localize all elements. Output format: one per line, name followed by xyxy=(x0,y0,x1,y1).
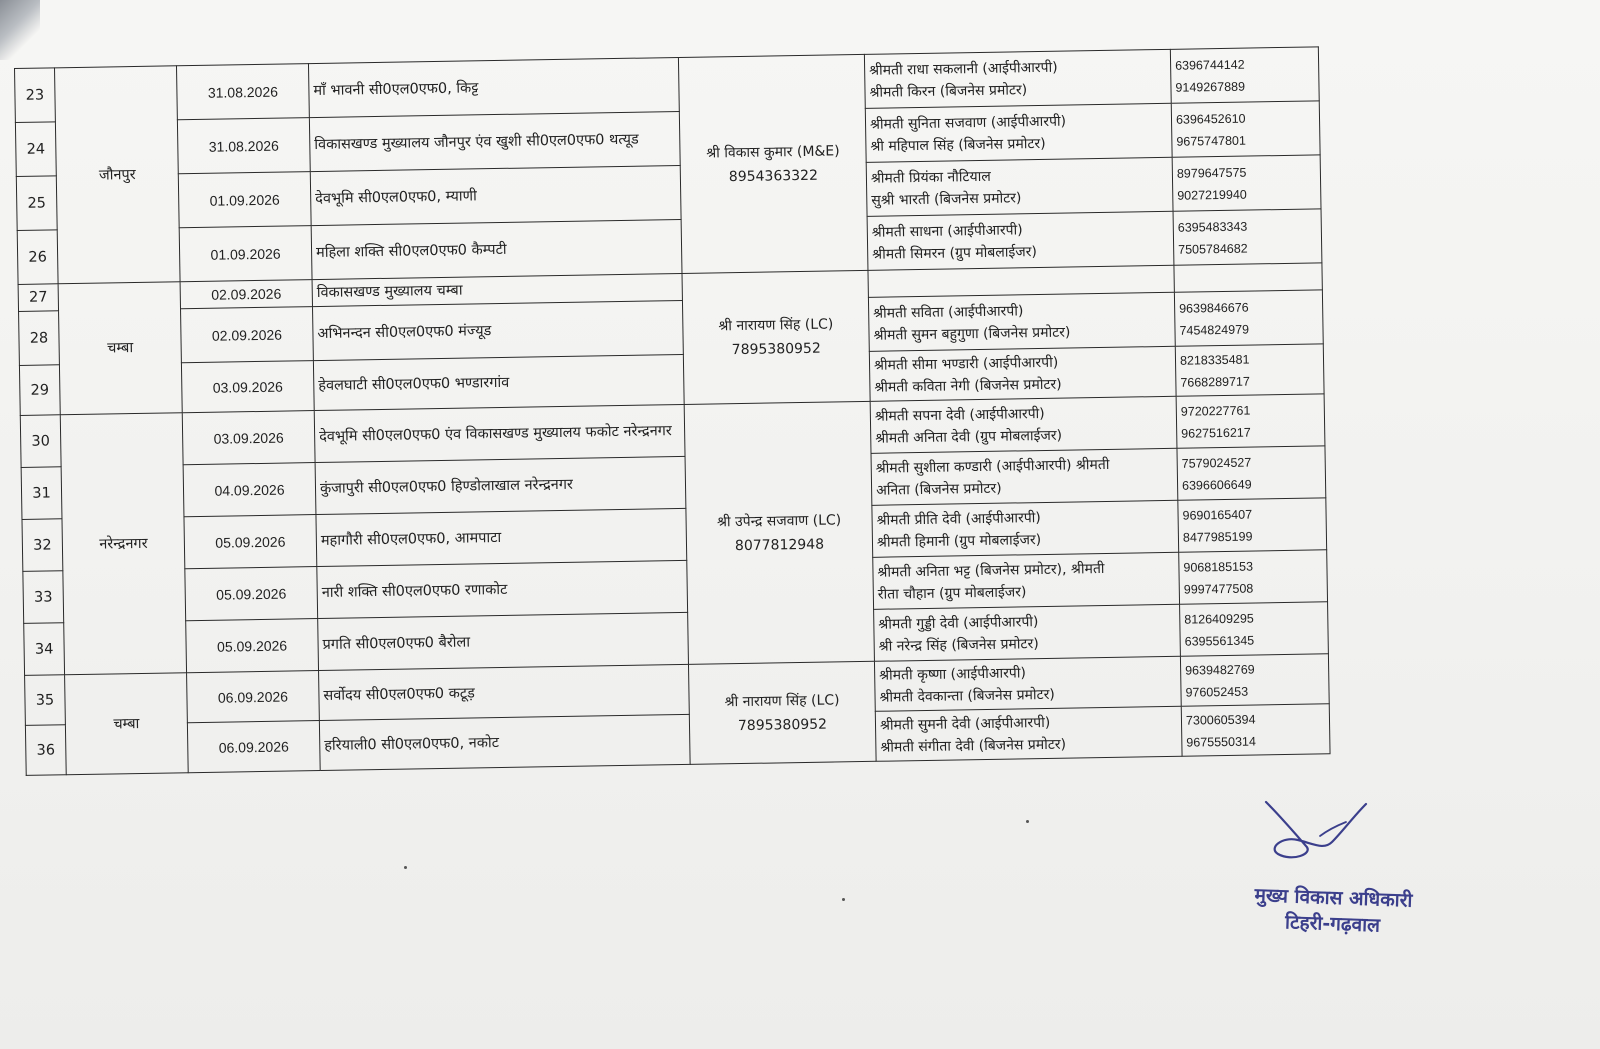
staff-name: श्रीमती सुनिता सजवाण (आईपीआरपी) xyxy=(869,113,1067,133)
staff-cell xyxy=(875,706,1182,761)
phone-cell xyxy=(1178,498,1327,552)
staff-name: श्री नरेन्द्र सिंह (बिजनेस प्रमोटर) xyxy=(878,635,1039,655)
serial-number: 26 xyxy=(17,230,58,285)
visit-date: 01.09.2026 xyxy=(179,226,312,282)
serial-number: 32 xyxy=(22,519,63,572)
serial-number: 30 xyxy=(20,415,61,468)
staff-phone: 9675747801 xyxy=(1176,133,1247,149)
staff-cell xyxy=(865,103,1172,162)
phone-cell xyxy=(1174,290,1323,346)
officer-name: श्री नारायण सिंह (LC) xyxy=(718,316,834,335)
serial-number: 35 xyxy=(25,675,66,726)
clf-name-text: विकासखण्ड मुख्यालय जौनपुर एंव खुशी सी0एल0एफ0 थत्यूड xyxy=(314,131,639,153)
staff-phone: 6396452610 xyxy=(1175,111,1246,127)
visit-date: 06.09.2026 xyxy=(187,671,320,723)
official-stamp xyxy=(1227,881,1439,940)
staff-phone: 6396606649 xyxy=(1181,477,1252,493)
staff-phone: 8979647575 xyxy=(1176,165,1247,181)
officer-phone: 8077812948 xyxy=(734,536,825,554)
visit-date: 03.09.2026 xyxy=(182,411,315,465)
phone-cell xyxy=(1175,344,1324,396)
visit-date: 31.08.2026 xyxy=(177,118,310,174)
staff-cell xyxy=(866,157,1173,216)
block-name: चम्बा xyxy=(58,282,182,415)
staff-name: श्रीमती कविता नेगी (बिजनेस प्रमोटर) xyxy=(874,376,1062,396)
clf-name: नारी शक्ति सी0एल0एफ0 रणाकोट xyxy=(317,560,688,618)
staff-cell xyxy=(874,656,1181,711)
handwritten-signature xyxy=(1262,796,1372,866)
paper-speck xyxy=(842,898,845,901)
staff-name: श्रीमती सुशीला कण्डारी (आईपीआरपी) श्रीमती xyxy=(875,456,1110,477)
clf-name xyxy=(314,404,685,462)
staff-name: श्रीमती देवकान्ता (बिजनेस प्रमोटर) xyxy=(879,686,1055,706)
staff-phone: 9627516217 xyxy=(1181,425,1251,441)
staff-name: श्रीमती कृष्णा (आईपीआरपी) xyxy=(879,664,1027,684)
staff-name: श्रीमती अनिता भट्ट (बिजनेस प्रमोटर), श्रीमती xyxy=(877,560,1105,581)
signature-drawing xyxy=(1262,796,1372,866)
staff-name: अनिता (बिजनेस प्रमोटर) xyxy=(875,480,1002,499)
staff-name: श्रीमती सिमरन (ग्रुप मोबलाईजर) xyxy=(872,243,1038,263)
staff-phone: 6396744142 xyxy=(1174,57,1245,73)
officer-cell xyxy=(684,401,874,664)
staff-phone: 7300605394 xyxy=(1185,712,1256,728)
clf-name: प्रगति सी0एल0एफ0 बैरोला xyxy=(318,612,689,670)
staff-phone: 8126409295 xyxy=(1184,611,1254,627)
staff-phone: 9675550314 xyxy=(1186,734,1256,750)
phone-cell xyxy=(1177,446,1326,500)
block-name: नरेन्द्रनगर xyxy=(60,413,186,675)
staff-phone: 7579024527 xyxy=(1181,455,1252,471)
phone-cell xyxy=(1180,654,1329,706)
staff-phone: 7505784682 xyxy=(1178,241,1248,257)
staff-cell xyxy=(871,448,1178,505)
phone-cell xyxy=(1179,550,1328,604)
officer-name: श्री विकास कुमार (M&E) xyxy=(706,142,840,162)
officer-cell xyxy=(678,54,868,273)
schedule-table-container xyxy=(14,46,1376,776)
staff-name: श्रीमती सुमनी देवी (आईपीआरपी) xyxy=(879,714,1051,734)
serial-number: 28 xyxy=(19,311,60,366)
staff-name: श्रीमती संगीता देवी (बिजनेस प्रमोटर) xyxy=(880,736,1067,756)
clf-name: हरियाली0 सी0एल0एफ0, नकोट xyxy=(319,714,690,770)
staff-phone: 9068185153 xyxy=(1183,559,1254,575)
staff-phone: 9639846676 xyxy=(1179,300,1249,316)
officer-phone: 7895380952 xyxy=(737,716,828,734)
serial-number: 23 xyxy=(15,68,56,123)
staff-phone: 9690165407 xyxy=(1182,507,1253,523)
serial-number: 34 xyxy=(24,623,65,676)
clf-name: सर्वोदय सी0एल0एफ0 कटूड़ xyxy=(319,664,690,720)
officer-name: श्री उपेन्द्र सजवाण (LC) xyxy=(716,511,842,530)
clf-name: कुंजापुरी सी0एल0एफ0 हिण्डोलाखाल नरेन्द्रनगर xyxy=(315,456,686,514)
staff-cell xyxy=(872,500,1179,557)
phone-cell xyxy=(1172,155,1321,211)
clf-name: हेवलघाटी सी0एल0एफ0 भण्डारगांव xyxy=(313,354,684,410)
stamp-place: टिहरी-गढ़वाल xyxy=(1284,911,1381,937)
staff-name: श्रीमती गुड्डी देवी (आईपीआरपी) xyxy=(878,613,1039,633)
visit-date: 31.08.2026 xyxy=(176,64,309,120)
serial-number: 31 xyxy=(21,467,62,520)
clf-name: अभिनन्दन सी0एल0एफ0 मंज्यूड xyxy=(312,300,683,360)
visit-date: 01.09.2026 xyxy=(178,172,311,228)
staff-phone: 9027219940 xyxy=(1177,187,1247,203)
clf-name: विकासखण्ड मुख्यालय चम्बा xyxy=(312,273,682,306)
clf-name: महिला शक्ति सी0एल0एफ0 कैम्पटी xyxy=(311,219,682,279)
staff-name: श्री महिपाल सिंह (बिजनेस प्रमोटर) xyxy=(870,135,1046,155)
staff-cell xyxy=(874,604,1181,661)
visit-date: 02.09.2026 xyxy=(181,307,314,363)
officer-phone: 7895380952 xyxy=(731,340,821,359)
phone-cell xyxy=(1171,101,1320,157)
visit-date: 05.09.2026 xyxy=(184,515,317,569)
staff-phone: 8218335481 xyxy=(1179,352,1250,368)
staff-cell xyxy=(869,346,1176,401)
visit-date: 05.09.2026 xyxy=(185,567,318,621)
staff-name: श्रीमती प्रियंका नौटियाल xyxy=(870,168,991,187)
visit-date: 03.09.2026 xyxy=(181,361,314,413)
staff-cell xyxy=(864,49,1171,108)
phone-cell xyxy=(1173,209,1322,265)
clf-name: माँ भावनी सी0एल0एफ0, किट्ट xyxy=(308,57,679,117)
stamp-designation: मुख्य विकास अधिकारी xyxy=(1254,884,1413,912)
serial-number: 29 xyxy=(19,365,60,416)
clf-name-text: देवभूमि सी0एल0एफ0 एंव विकासखण्ड मुख्यालय फकोट नरेन्द्रनगर xyxy=(319,422,672,445)
phone-cell xyxy=(1181,704,1330,756)
staff-name: सुश्री भारती (बिजनेस प्रमोटर) xyxy=(871,189,1022,209)
staff-phone: 7454824979 xyxy=(1179,322,1250,338)
staff-cell xyxy=(873,552,1180,609)
staff-phone: 7668289717 xyxy=(1180,374,1251,390)
block-name: चम्बा xyxy=(65,673,189,775)
visit-date: 04.09.2026 xyxy=(183,463,316,517)
officer-phone: 8954363322 xyxy=(728,167,819,185)
officer-cell xyxy=(688,661,876,764)
staff-name: श्रीमती हिमानी (ग्रुप मोबलाईजर) xyxy=(876,531,1042,551)
staff-cell xyxy=(867,211,1174,270)
block-name: जौनपुर xyxy=(55,66,181,284)
staff-name: रीता चौहान (ग्रुप मोबलाईजर) xyxy=(877,583,1027,603)
staff-name: श्रीमती किरन (बिजनेस प्रमोटर) xyxy=(869,81,1028,101)
staff-name: श्रीमती सुमन बहुगुणा (बिजनेस प्रमोटर) xyxy=(873,324,1071,344)
staff-cell xyxy=(870,396,1177,453)
visit-date: 05.09.2026 xyxy=(186,619,319,673)
staff-name: श्रीमती सीमा भण्डारी (आईपीआरपी) xyxy=(873,354,1059,374)
visit-date: 06.09.2026 xyxy=(187,721,320,773)
staff-phone: 6395561345 xyxy=(1184,633,1255,649)
phone-cell-empty xyxy=(1174,263,1322,292)
paper-speck xyxy=(404,866,407,869)
staff-name: श्रीमती साधना (आईपीआरपी) xyxy=(871,221,1023,241)
paper-speck xyxy=(1026,820,1029,823)
phone-cell xyxy=(1176,394,1325,448)
officer-cell xyxy=(682,270,870,404)
visit-date: 02.09.2026 xyxy=(180,280,312,309)
serial-number: 33 xyxy=(23,571,64,624)
officer-name: श्री नारायण सिंह (LC) xyxy=(724,691,840,710)
phone-cell xyxy=(1180,602,1329,656)
serial-number: 36 xyxy=(25,725,66,776)
clf-name: महागौरी सी0एल0एफ0, आमपाटा xyxy=(316,508,687,566)
staff-phone: 9149267889 xyxy=(1175,79,1246,95)
schedule-table xyxy=(14,46,1376,776)
staff-name: श्रीमती प्रीति देवी (आईपीआरपी) xyxy=(876,509,1041,529)
serial-number: 24 xyxy=(15,122,56,177)
staff-phone: 9639482769 xyxy=(1185,662,1255,678)
clf-name xyxy=(309,111,680,171)
staff-name: श्रीमती सपना देवी (आईपीआरपी) xyxy=(874,405,1045,425)
staff-name: श्रीमती राधा सकलानी (आईपीआरपी) xyxy=(869,59,1058,79)
page-corner-shadow xyxy=(0,0,40,60)
serial-number: 27 xyxy=(18,284,58,312)
serial-number: 25 xyxy=(16,176,57,231)
staff-phone: 6395483343 xyxy=(1177,219,1248,235)
staff-phone: 9997477508 xyxy=(1183,581,1254,597)
staff-name: श्रीमती अनिता देवी (ग्रुप मोबलाईजर) xyxy=(875,427,1063,447)
staff-phone: 9720227761 xyxy=(1180,403,1251,419)
staff-phone: 8477985199 xyxy=(1182,529,1253,545)
phone-cell xyxy=(1170,47,1319,103)
clf-name: देवभूमि सी0एल0एफ0, म्याणी xyxy=(310,165,681,225)
staff-name: श्रीमती सविता (आईपीआरपी) xyxy=(873,302,1024,322)
staff-phone: 976052453 xyxy=(1185,684,1249,700)
staff-cell xyxy=(868,292,1175,351)
